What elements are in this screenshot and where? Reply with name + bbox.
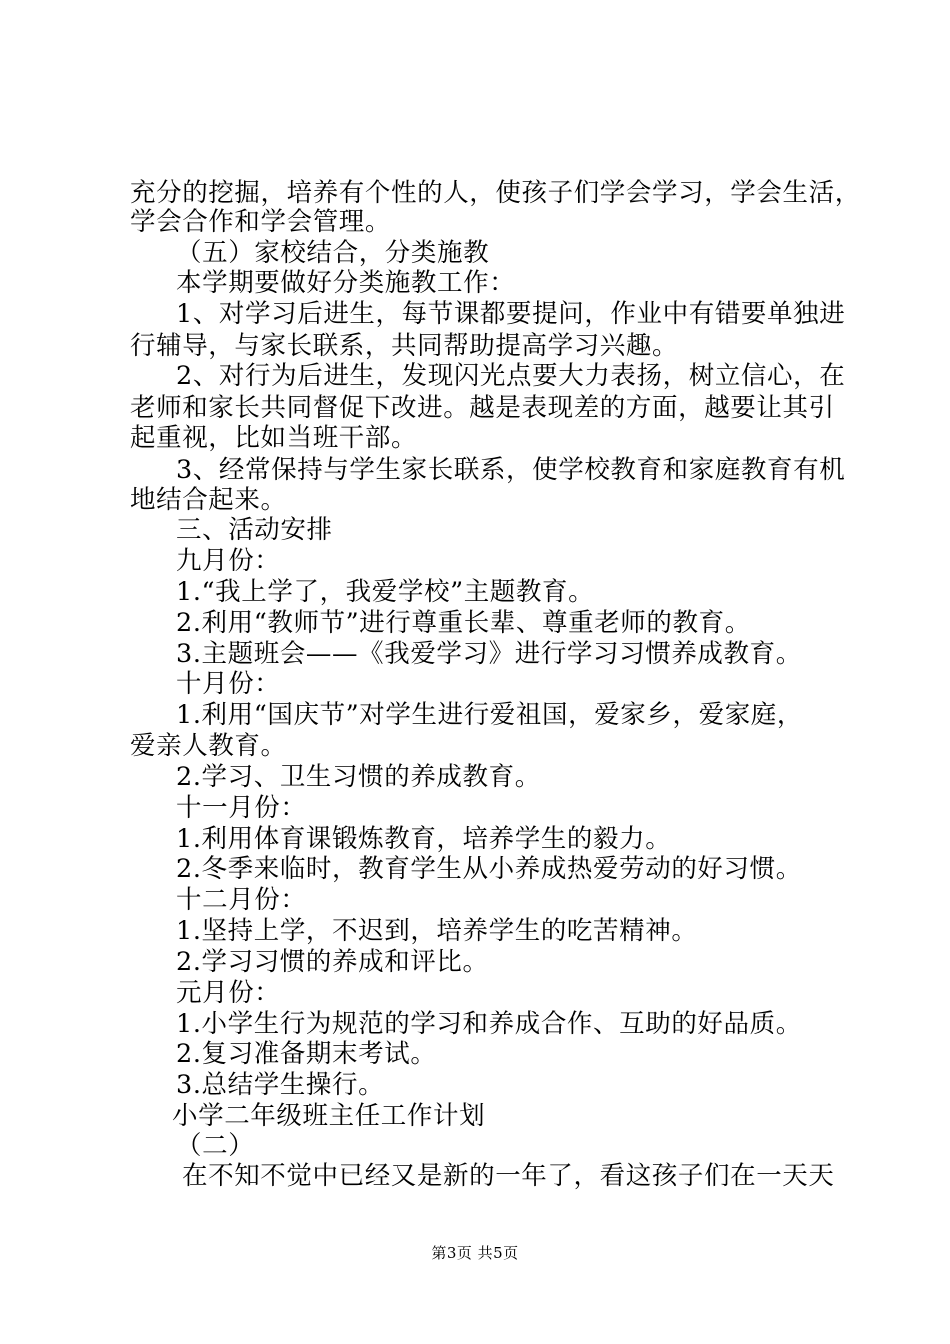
month-heading: 九月份： [176,546,281,576]
text-line: 学会合作和学会管理。 [130,207,392,237]
month-heading: 元月份： [176,978,281,1008]
month-heading: 十月份： [176,669,281,699]
text-line: 爱亲人教育。 [130,731,287,761]
list-item: 1.利用“国庆节”对学生进行爱祖国，爱家乡，爱家庭， [176,700,804,730]
list-item: 2.学习、卫生习惯的养成教育。 [176,762,541,792]
month-heading: 十一月份： [176,793,307,823]
list-item: 1.利用体育课锻炼教育，培养学生的毅力。 [176,824,672,854]
page-footer: 第3页 共5页 [431,1244,519,1262]
list-item: 1.“我上学了，我爱学校”主题教育。 [176,577,595,607]
section-heading: 三、活动安排 [176,515,333,545]
list-item: 1、对学习后进生，每节课都要提问，作业中有错要单独进 [176,299,846,329]
text-line: 起重视，比如当班干部。 [130,423,418,453]
text-line: 老师和家长共同督促下改进。越是表现差的方面，越要让其引 [130,393,835,423]
list-item: 2.冬季来临时，教育学生从小养成热爱劳动的好习惯。 [176,854,802,884]
section-number: （二） [176,1131,255,1161]
text-line: 地结合起来。 [130,485,287,515]
list-item: 2.学习习惯的养成和评比。 [176,947,489,977]
text-line: 本学期要做好分类施教工作： [176,268,516,298]
list-item: 2、对行为后进生，发现闪光点要大力表扬，树立信心，在 [176,361,846,391]
section-heading: （五）家校结合，分类施教 [176,238,490,268]
list-item: 2.复习准备期末考试。 [176,1039,437,1069]
list-item: 1.小学生行为规范的学习和养成合作、互助的好品质。 [176,1009,802,1039]
text-line: 行辅导，与家长联系，共同帮助提高学习兴趣。 [130,331,679,361]
month-heading: 十二月份： [176,885,307,915]
list-item: 3、经常保持与学生家长联系，使学校教育和家庭教育有机 [176,455,846,485]
text-line: 在不知不觉中已经又是新的一年了，看这孩子们在一天天 [182,1161,835,1191]
list-item: 3.总结学生操行。 [176,1070,385,1100]
list-item: 1.坚持上学，不迟到，培养学生的吃苦精神。 [176,916,698,946]
document-title: 小学二年级班主任工作计划 [172,1101,486,1131]
list-item: 3.主题班会——《我爱学习》进行学习习惯养成教育。 [176,639,802,669]
list-item: 2.利用“教师节”进行尊重长辈、尊重老师的教育。 [176,608,751,638]
text-line: 充分的挖掘，培养有个性的人，使孩子们学会学习，学会生活， [130,178,861,208]
